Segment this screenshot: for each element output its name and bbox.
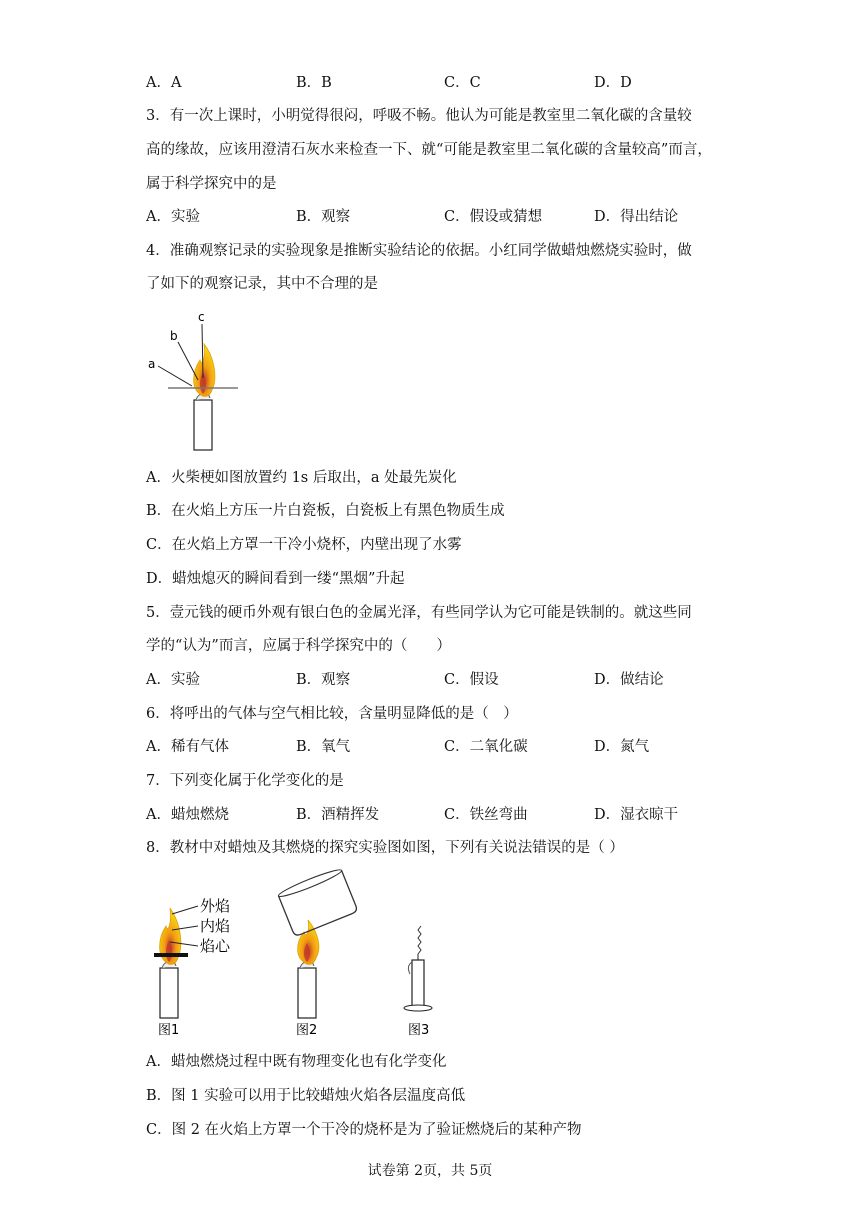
q7-option-c: C．铁丝弯曲 [444,807,528,823]
q2-option-c: C．C [444,75,481,91]
q6-option-a: A．稀有气体 [146,739,229,755]
q7-option-a: A．蜡烛燃烧 [146,807,229,823]
label-inner-flame: 内焰 [200,917,231,935]
q5-option-a: A．实验 [146,672,200,688]
q4-stem-line-2: 了如下的观察记录，其中不合理的是 [146,276,378,292]
q3-stem-line-1: 3．有一次上课时，小明觉得很闷，呼吸不畅。他认为可能是教室里二氧化碳的含量较 [146,108,692,124]
label-fig2: 图2 [296,1023,318,1038]
q4-option-b: B．在火焰上方压一片白瓷板，白瓷板上有黑色物质生成 [146,503,505,519]
q4-option-d: D．蜡烛熄灭的瞬间看到一缕“黑烟”升起 [146,571,405,587]
q7-option-b: B．酒精挥发 [296,807,380,823]
q8-option-a: A．蜡烛燃烧过程中既有物理变化也有化学变化 [146,1054,447,1070]
q6-stem: 6．将呼出的气体与空气相比较，含量明显降低的是（ ） [146,706,518,722]
figure-3 [404,926,432,1038]
figure-2 [277,868,358,1038]
q3-option-c: C．假设或猜想 [444,209,543,225]
q5-stem-line-1: 5．壹元钱的硬币外观有银白色的金属光泽，有些同学认为它可能是铁制的。就这些同 [146,605,692,621]
q4-option-c: C．在火焰上方罩一干冷小烧杯，内壁出现了水雾 [146,537,462,553]
label-flame-core: 焰心 [200,937,231,955]
smoke [418,926,421,954]
q4-stem-line-1: 4．准确观察记录的实验现象是推断实验结论的依据。小红同学做蜡烛燃烧实验时，做 [146,243,692,259]
q3-stem-line-3: 属于科学探究中的是 [146,176,277,192]
q6-option-b: B．氧气 [296,739,351,755]
label-a: a [148,357,156,371]
q2-option-a: A．A [146,75,182,91]
q5-stem-line-2: 学的“认为”而言，应属于科学探究中的（ ） [146,638,451,654]
q5-option-c: C．假设 [444,672,499,688]
label-outer-flame: 外焰 [200,897,231,915]
q8-stem: 8．教材中对蜡烛及其燃烧的探究实验图如图，下列有关说法错误的是（ ） [146,840,624,856]
q5-option-b: B．观察 [296,672,351,688]
q3-option-b: B．观察 [296,209,351,225]
q8-candle-figures [146,868,446,1040]
q8-option-b: B．图 1 实验可以用于比较蜡烛火焰各层温度高低 [146,1088,466,1104]
q6-option-c: C．二氧化碳 [444,739,528,755]
q4-candle-figure [140,308,250,456]
figure-1 [154,897,231,1038]
q3-option-a: A．实验 [146,209,200,225]
label-fig3: 图3 [408,1023,430,1038]
q3-option-d: D．得出结论 [594,209,679,225]
q2-option-d: D．D [594,75,632,91]
candle-body [194,400,212,450]
q5-option-d: D．做结论 [594,672,664,688]
q2-option-b: B．B [296,75,332,91]
label-c: c [198,310,205,324]
q8-option-c: C．图 2 在火焰上方罩一个干冷的烧杯是为了验证燃烧后的某种产物 [146,1122,582,1138]
label-fig1: 图1 [158,1023,180,1038]
q4-option-a: A．火柴梗如图放置约 1s 后取出，a 处最先炭化 [146,470,457,486]
q7-option-d: D．湿衣晾干 [594,807,679,823]
beaker [277,868,358,937]
label-b: b [170,329,178,343]
page-footer: 试卷第 2页，共 5页 [367,1163,493,1179]
q3-stem-line-2: 高的缘故，应该用澄清石灰水来检查一下、就“可能是教室里二氧化碳的含量较高”而言， [146,142,712,158]
q6-option-d: D．氮气 [594,739,650,755]
q7-stem: 7．下列变化属于化学变化的是 [146,773,344,789]
